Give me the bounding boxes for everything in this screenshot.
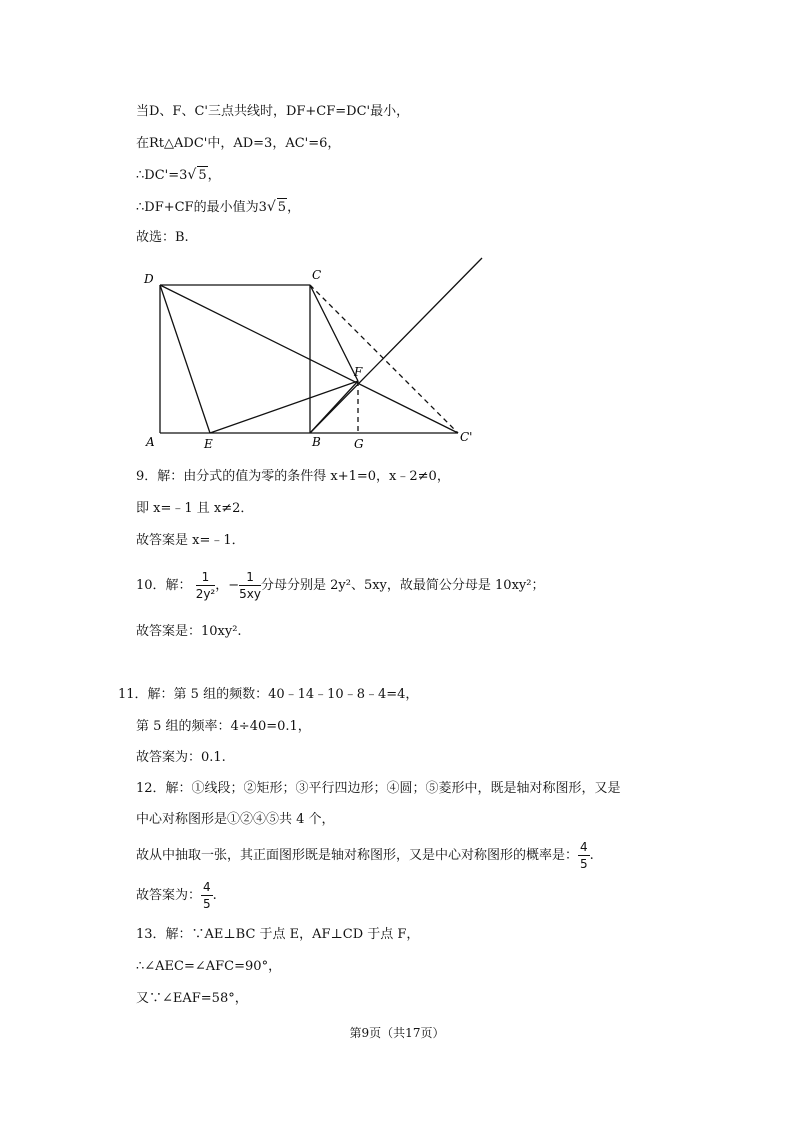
q12-fraction [578, 840, 590, 872]
q10-text: 分母分别是 2y²、5xy，故最简公分母是 10xy²； [261, 578, 545, 593]
q12-line-1: 12．解：①线段；②矩形；③平行四边形；④圆；⑤菱形中，既是轴对称图形，又是 [136, 781, 621, 796]
q12-answer-numerator: 4 [203, 879, 211, 894]
segment-DC' [160, 285, 458, 433]
fraction-1-numerator: 1 [196, 570, 216, 586]
q12-answer-fraction [201, 880, 213, 912]
q13-line-3: 又∵∠EAF=58°， [136, 991, 248, 1006]
q12-fraction-numerator: 4 [580, 839, 588, 854]
line-3 [136, 166, 221, 185]
segment-CF [310, 285, 358, 381]
q12-text: 故从中抽取一张，其正面图形既是轴对称图形，又是中心对称图形的概率是： [136, 848, 579, 863]
q13-line-2: ∴∠AEC=∠AFC=90°， [136, 959, 282, 974]
segment-DE [160, 285, 210, 433]
q11-line-2: 第 5 组的频率：4÷40=0.1， [136, 719, 311, 734]
line-1: 当D、F、C'三点共线时，DF+CF=DC'最小， [136, 104, 410, 119]
q9-line-1: 9．解：由分式的值为零的条件得 x+1=0，x﹣2≠0， [136, 469, 450, 484]
q12-line-4 [136, 878, 217, 914]
q10-line-1 [136, 566, 544, 606]
q11-line-3: 故答案为：0.1. [136, 750, 226, 765]
q10-label: 10．解： [136, 578, 192, 593]
geometry-figure [140, 255, 490, 455]
sqrt-sign: √ [187, 167, 197, 183]
line-3-end: ， [207, 168, 221, 183]
page-footer: 第9页（共17页） [349, 1026, 445, 1040]
label-D: D [144, 272, 154, 286]
fraction-2 [239, 570, 261, 602]
line-4-text: ∴DF+CF的最小值为3 [136, 200, 267, 215]
label-G: G [354, 437, 364, 451]
q12-dot: . [589, 848, 594, 863]
q12-answer-dot: . [212, 888, 217, 903]
label-F: F [354, 365, 363, 379]
sqrt-sign: √ [266, 199, 276, 215]
q9-line-2: 即 x=﹣1 且 x≠2． [136, 501, 254, 516]
fraction-2-denominator: 5xy [239, 586, 261, 601]
fraction-1 [196, 570, 216, 602]
q13-line-1: 13．解：∵AE⊥BC 于点 E，AF⊥CD 于点 F， [136, 927, 420, 942]
sqrt-value: 5 [277, 200, 287, 215]
diagonal-ray [310, 258, 482, 433]
label-B: B [312, 435, 321, 449]
label-E: E [204, 437, 213, 451]
line-4-end: ， [287, 200, 301, 215]
fraction-2-numerator: 1 [239, 570, 261, 586]
label-C-prime: C' [460, 430, 473, 444]
q12-answer: 故答案为： [136, 888, 202, 903]
line-5: 故选：B. [136, 230, 189, 245]
label-C: C [312, 268, 322, 282]
q12-line-2: 中心对称图形是①②④⑤共 4 个， [136, 812, 335, 827]
q12-fraction-denominator: 5 [580, 856, 588, 871]
line-3-text: ∴DC'=3 [136, 168, 188, 183]
sqrt-value: 5 [198, 168, 207, 183]
line-4 [136, 198, 300, 217]
fraction-1-denominator: 2y² [195, 586, 216, 601]
line-2: 在Rt△ADC'中，AD=3，AC'=6， [136, 136, 341, 151]
q10-line-2: 故答案是：10xy². [136, 624, 242, 639]
q10-sep: ， [215, 578, 229, 593]
q12-answer-denominator: 5 [203, 896, 211, 911]
label-A: A [146, 435, 155, 449]
q10-neg: − [228, 578, 240, 593]
q9-line-3: 故答案是 x=﹣1． [136, 533, 245, 548]
q12-line-3 [136, 838, 594, 874]
q11-line-1: 11．解：第 5 组的频数：40﹣14﹣10﹣8﹣4=4， [118, 687, 419, 702]
